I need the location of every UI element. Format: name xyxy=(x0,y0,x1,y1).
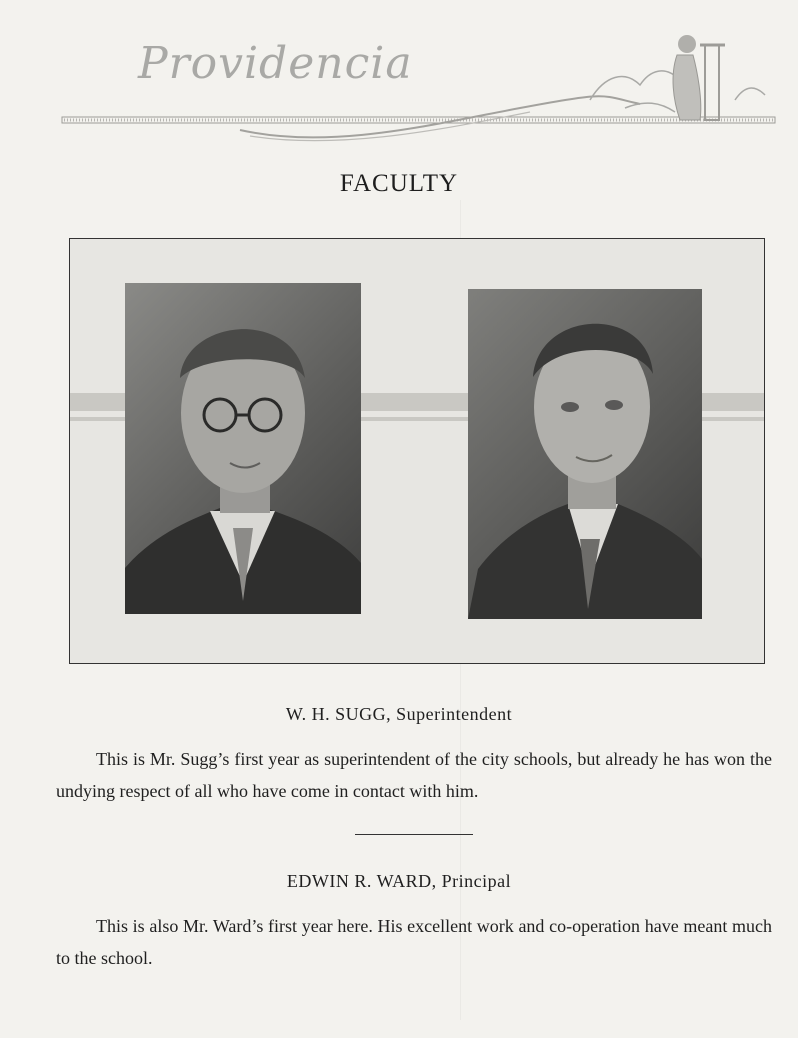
portrait-ward-icon xyxy=(468,289,702,619)
portrait-photo-sugg xyxy=(125,283,361,614)
portrait-sugg-icon xyxy=(125,283,361,614)
photo-panel xyxy=(69,238,765,664)
header-title: Providencia xyxy=(138,38,413,89)
caption-sugg: W. H. SUGG, Superintendent xyxy=(285,704,513,724)
seated-figure-column-emblem-icon xyxy=(585,30,780,130)
portrait-photo-ward xyxy=(468,289,702,619)
paragraph-sugg: This is Mr. Sugg’s first year as superintendent of the city schools, but already he has won the undying respect of all who have come in contact with him. xyxy=(56,749,772,801)
page-header xyxy=(0,0,798,150)
caption-ward: EDWIN R. WARD, Principal xyxy=(286,871,512,891)
paragraph-ward: This is also Mr. Ward’s first year here. His excellent work and co-operation have meant much to the school. xyxy=(56,916,772,968)
section-divider xyxy=(355,834,473,835)
page-title: FACULTY xyxy=(339,170,459,197)
